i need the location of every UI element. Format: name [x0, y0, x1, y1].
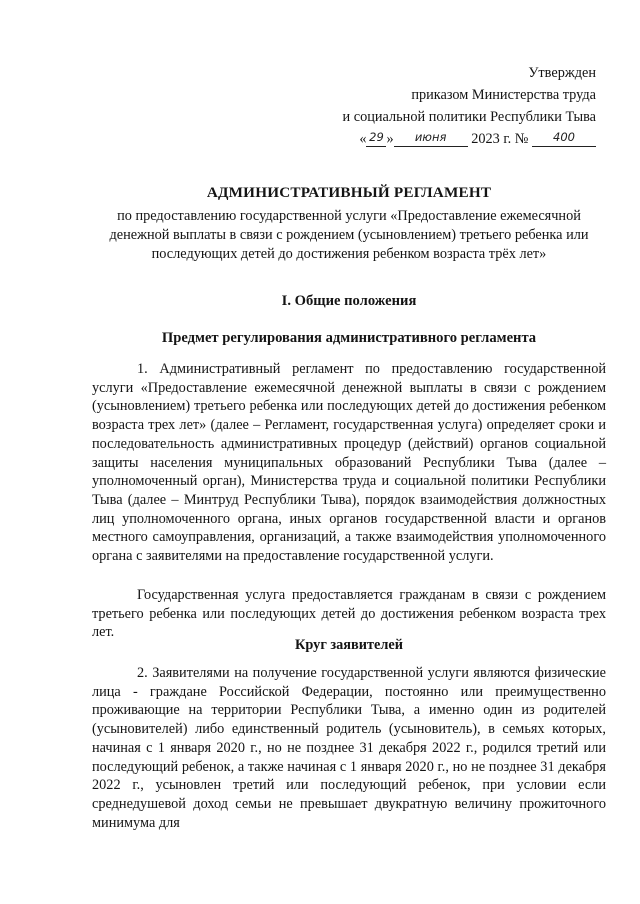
section-heading: I. Общие положения: [281, 293, 417, 309]
document-title: АДМИНИСТРАТИВНЫЙ РЕГЛАМЕНТ: [206, 184, 492, 201]
order-number-handwritten: 400: [553, 130, 575, 144]
approval-block: [343, 62, 596, 150]
date-day-field: [366, 130, 386, 147]
subsection-heading: Предмет регулирования административного регламента: [161, 330, 537, 346]
approval-date-line: [343, 128, 596, 150]
applicants-heading: Круг заявителей: [295, 637, 403, 653]
date-year-label: 2023 г. №: [471, 131, 529, 147]
date-day-handwritten: 29: [369, 130, 384, 144]
date-month-handwritten: июня: [414, 130, 447, 144]
date-close-quote: »: [386, 131, 394, 147]
date-month-field: [394, 130, 468, 147]
approval-line-ministry: и социальной политики Республики Тыва: [342, 109, 596, 125]
paragraph-3: 2. Заявителями на получение государственной услуги являются физические лица - граждане Российской Федерации, постоянно или преимущественно проживающие на территории Республики Тыва, а именно один из родителей (усыновителей) либо единственный родитель (усыновитель), в семьях которых, начиная с 1 января 2020 г., но не позднее 31 декабря 2022 г., родился третий или последующий ребенок, а также начиная с 1 января 2020 г., но не позднее 31 декабря 2022 г., усыновлен третий или последующий ребенок, при условии если среднедушевой доход семьи не превышает двукратную величину прожиточного минимума для: [92, 665, 606, 831]
approval-line-approved: Утвержден: [528, 65, 596, 81]
document-subtitle: по предоставлению государственной услуги «Предоставление ежемесячной денежной выплаты в связи с рождением (усыновлением) третьего ребенка или последующих детей до достижения ребенком возраста трёх лет»: [109, 208, 589, 262]
date-open-quote: «: [359, 131, 367, 147]
paragraph-1: 1. Административный регламент по предоставлению государственной услуги «Предоставление ежемесячной денежной выплаты в связи с рождением (усыновлением) третьего ребенка или последующих детей до достижения ребенком возраста трех лет» (далее – Регламент, государственная услуга) определяет сроки и последовательность административных процедур (действий) органов социальной защиты населения муниципальных образований Республики Тыва (далее – уполномоченный орган), Министерства труда и социальной политики Республики Тыва (далее – Минтруд Республики Тыва), порядок взаимодействия должностных лиц уполномоченного органа, иных органов государственной власти и органов местного самоуправления, организаций, а также взаимодействия уполномоченного органа с заявителями на предоставление государственной услуги.: [92, 361, 606, 565]
paragraph-2: Государственная услуга предоставляется гражданам в связи с рождением третьего ребенка или последующих детей до достижения ребенком возраста трех лет.: [92, 587, 606, 641]
approval-line-order: приказом Министерства труда: [411, 87, 596, 103]
order-number-field: [532, 130, 596, 147]
